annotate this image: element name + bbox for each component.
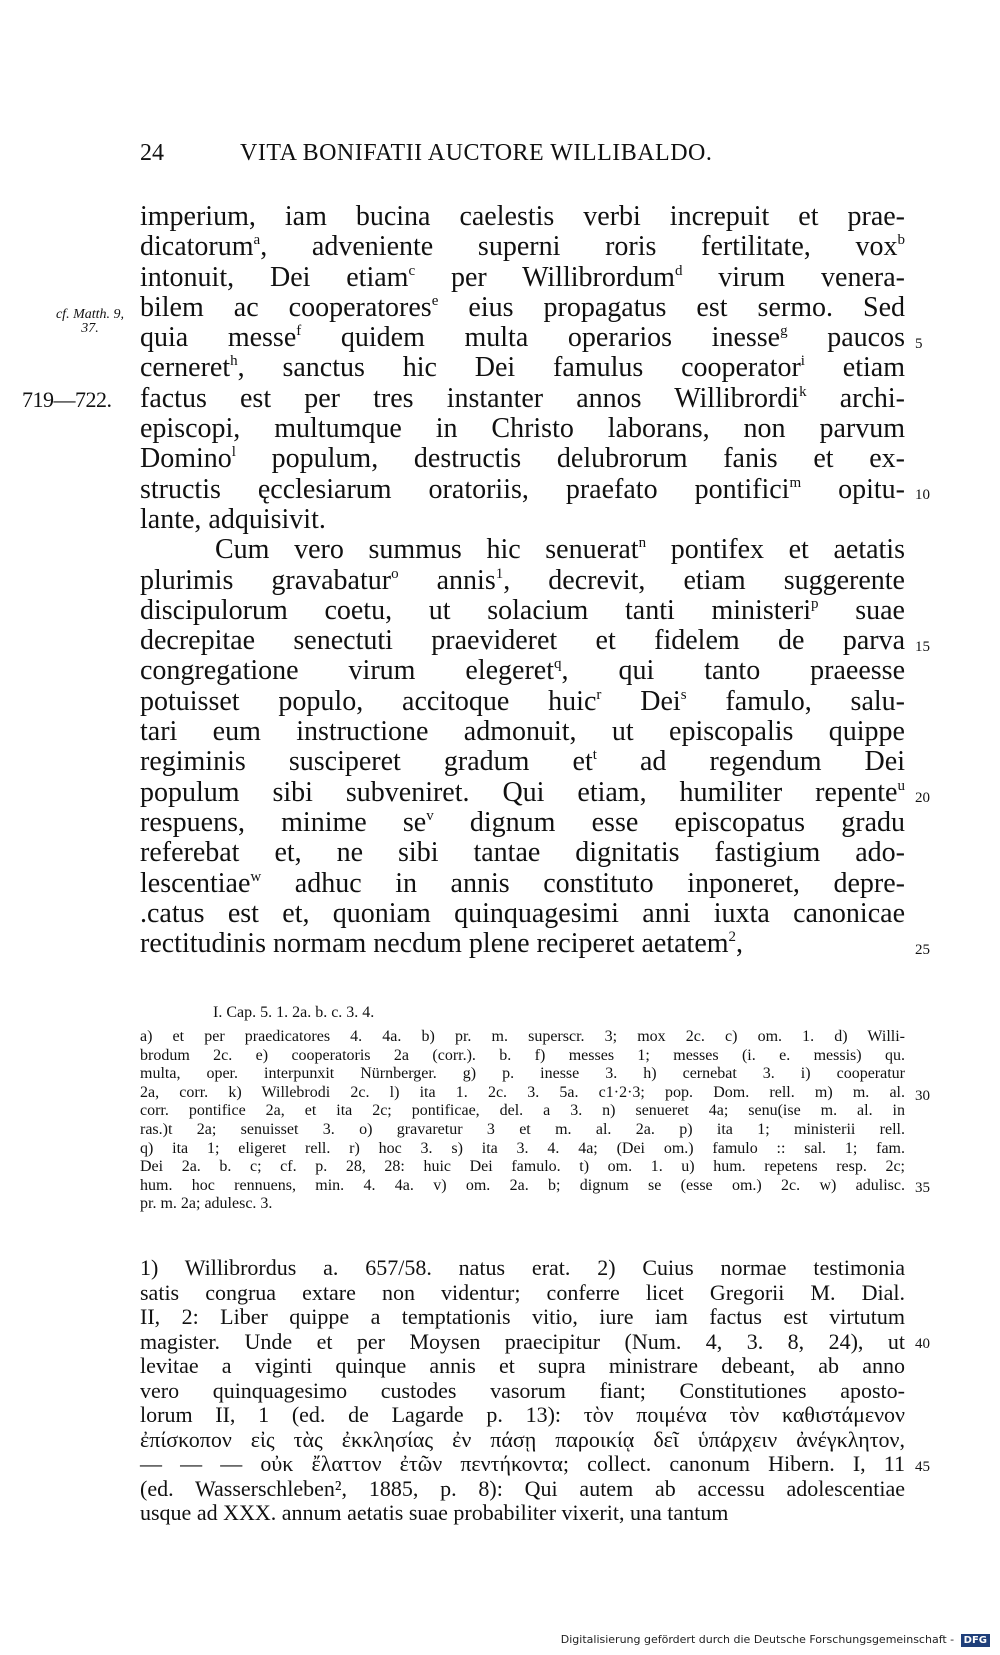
apparatus-line: multa, oper. interpunxit Nürnberger. g) p. inesse 3. h) cernebat 3. i) cooperatur	[140, 1065, 905, 1083]
text-line: quia messe$^f$ quidem multa operarios inesse$^g$ paucos	[140, 322, 905, 354]
critical-apparatus	[140, 1028, 905, 1214]
footnote-line: II, 2: Liber quippe a temptationis vitio, iure iam factus est virtutum	[140, 1304, 905, 1329]
digitization-credit	[561, 1633, 990, 1647]
text-line: bilem ac cooperatores$^e$ eius propagatus est sermo. Sed	[140, 291, 906, 323]
apparatus-line: brodum 2c. e) cooperatoris 2a (corr.). b. f) messes 1; messes (i. e. messis) qu.	[140, 1046, 905, 1064]
text-line: structis ęcclesiarum oratoriis, praefato pontifici$^m$ opitu-	[140, 473, 905, 505]
footnote-line: usque ad XXX. annum aetatis suae probabiliter vixerit, una tantum	[140, 1500, 729, 1525]
text-line: tari eum instructione admonuit, ut episcopalis quippe	[140, 716, 905, 748]
line-number: 15	[915, 639, 930, 655]
apparatus-manuscripts: I. Cap. 5. 1. 2a. b. c. 3. 4.	[213, 1004, 375, 1021]
text-line: factus est per tres instanter annos Willibrordi$^k$ archi-	[140, 382, 905, 414]
page-number: 24	[140, 140, 164, 166]
margin-date: 719—722.	[22, 387, 112, 412]
margin-citation-text: cf. Matth. 9, 37.	[55, 307, 125, 336]
text-line: referebat et, ne sibi tantae dignitatis fastigium ado-	[140, 837, 905, 869]
margin-citation	[50, 308, 130, 336]
text-line: dicatorum$^a$, adveniente superni roris fertilitate, vox$^b$	[140, 231, 905, 263]
apparatus-line: pr. m. 2a; adulesc. 3.	[140, 1195, 273, 1213]
footnote-line: (ed. Wasserschleben², 1885, p. 8): Qui autem ab accessu adolescentiae	[140, 1475, 905, 1501]
text-line: Cum vero summus hic senuerat$^n$ pontifex et aetatis	[215, 534, 905, 566]
text-line: lante, adquisivit.	[140, 503, 326, 535]
apparatus-line: ras.)t 2a; senuisset 3. o) gravaretur 3 et m. al. 2a. p) ita 1; ministerii rell.	[140, 1120, 905, 1138]
running-title: VITA BONIFATII AUCTORE WILLIBALDO.	[240, 140, 713, 166]
text-line: cerneret$^h$, sanctus hic Dei famulus cooperator$^i$ etiam	[140, 352, 905, 384]
text-line: plurimis gravabatur$^o$ annis$^1$, decrevit, etiam suggerente	[140, 564, 905, 596]
footnote-line: vero quinquagesimo custodes vasorum fiant; Constitutiones aposto-	[140, 1377, 905, 1403]
dfg-logo: DFG	[961, 1634, 990, 1647]
text-line: decrepitae senectuti praevideret et fidelem de parva	[140, 625, 905, 657]
text-line: discipulorum coetu, ut solacium tanti ministeri$^p$ suae	[140, 594, 905, 626]
footnote-line: magister. Unde et per Moysen praecipitur (Num. 4, 3. 8, 24), ut	[140, 1328, 905, 1354]
page-header	[140, 140, 910, 174]
line-number: 5	[915, 336, 923, 352]
footnote-line: 1) Willibrordus a. 657/58. natus erat. 2) Cuius normae testimonia	[140, 1255, 905, 1280]
text-line: Domino$^l$ populum, destructis delubrorum fanis et ex-	[140, 443, 905, 475]
line-number: 45	[915, 1459, 930, 1475]
footnote-line: lorum II, 1 (ed. de Lagarde p. 13): τὸν ποιμένα τὸν καθιστάμενον	[140, 1402, 905, 1427]
text-line: imperium, iam bucina caelestis verbi increpuit et prae-	[140, 201, 905, 232]
apparatus-line: q) ita 1; eligeret rell. r) hoc 3. s) ita 3. 4. 4a; (Dei om.) famulo :: sal. 1; fam.	[140, 1139, 905, 1157]
footnote-line: levitae a viginti quinque annis et supra ministrare debeant, ab anno	[140, 1353, 905, 1378]
line-number: 10	[915, 487, 930, 503]
text-line: rectitudinis normam necdum plene reciperet aetatem$^2$,	[140, 928, 744, 960]
text-line: potuisset populo, accitoque huic$^r$ Dei$^s$ famulo, salu-	[140, 685, 905, 717]
line-number: 35	[915, 1180, 930, 1196]
text-line: regiminis susciperet gradum $et^t$ ad regendum Dei	[140, 746, 905, 778]
footnote-line: satis congrua extare non videntur; conferre licet Gregorii M. Dial.	[140, 1279, 905, 1305]
apparatus-line: Dei 2a. b. c; cf. p. 28, 28: huic Dei famulo. t) om. 1. u) hum. repetens resp. 2c;	[140, 1158, 905, 1176]
text-line: congregatione virum elegeret$^q$, qui tanto praeesse	[140, 655, 906, 687]
text-line: populum sibi subveniret. Qui etiam, humiliter repente$^u$	[140, 776, 905, 808]
apparatus-line: hum. hoc rennuens, min. 4. 4a. v) om. 2a. b; dignum se (esse om.) 2c. w) adulisc.	[140, 1176, 905, 1194]
apparatus-line: a) et per praedicatores 4. 4a. b) pr. m. superscr. 3; mox 2c. c) om. 1. d) Willi-	[140, 1028, 905, 1045]
line-number: 40	[915, 1336, 930, 1352]
apparatus-line: 2a, corr. k) Willebrodi 2c. l) ita 1. 2c. 3. 5a. c1·2·3; pop. Dom. rell. m) m. al.	[140, 1083, 905, 1101]
footnote-line: — — — οὐκ ἔλαττον ἐτῶν πεντήκοντα; collect. canonum Hibern. I, 11	[140, 1451, 905, 1476]
line-number: 25	[915, 942, 930, 958]
main-text	[140, 202, 905, 959]
footnotes	[140, 1256, 905, 1526]
text-line: lescentiae$^w$ adhuc in annis constituto inponeret, depre-	[140, 867, 905, 899]
text-line: episcopi, multumque in Christo laborans, non parvum	[140, 413, 905, 445]
footnote-line: ἐπίσκοπον εἰς τὰς ἐκκλησίας ἐν πάσῃ παροικίᾳ δεῖ ὑπάρχειν ἀνέγκλητον,	[140, 1426, 905, 1452]
text-line: .catus est et, quoniam quinquagesimi anni iuxta canonicae	[140, 897, 905, 929]
text-line: intonuit, Dei etiam$^c$ per Willibrordum$^d$ virum venera-	[140, 261, 905, 293]
apparatus-line: corr. pontifice 2a, et ita 2c; pontificae, del. a 3. n) senueret 4a; senu(ise m. al. in	[140, 1102, 905, 1120]
text-line: respuens, minime $se^v$ dignum esse episcopatus gradu	[140, 806, 906, 838]
credit-text: Digitalisierung gefördert durch die Deutsche Forschungsgemeinschaft -	[560, 1633, 955, 1646]
line-number: 30	[915, 1088, 930, 1104]
line-number: 20	[915, 790, 930, 806]
